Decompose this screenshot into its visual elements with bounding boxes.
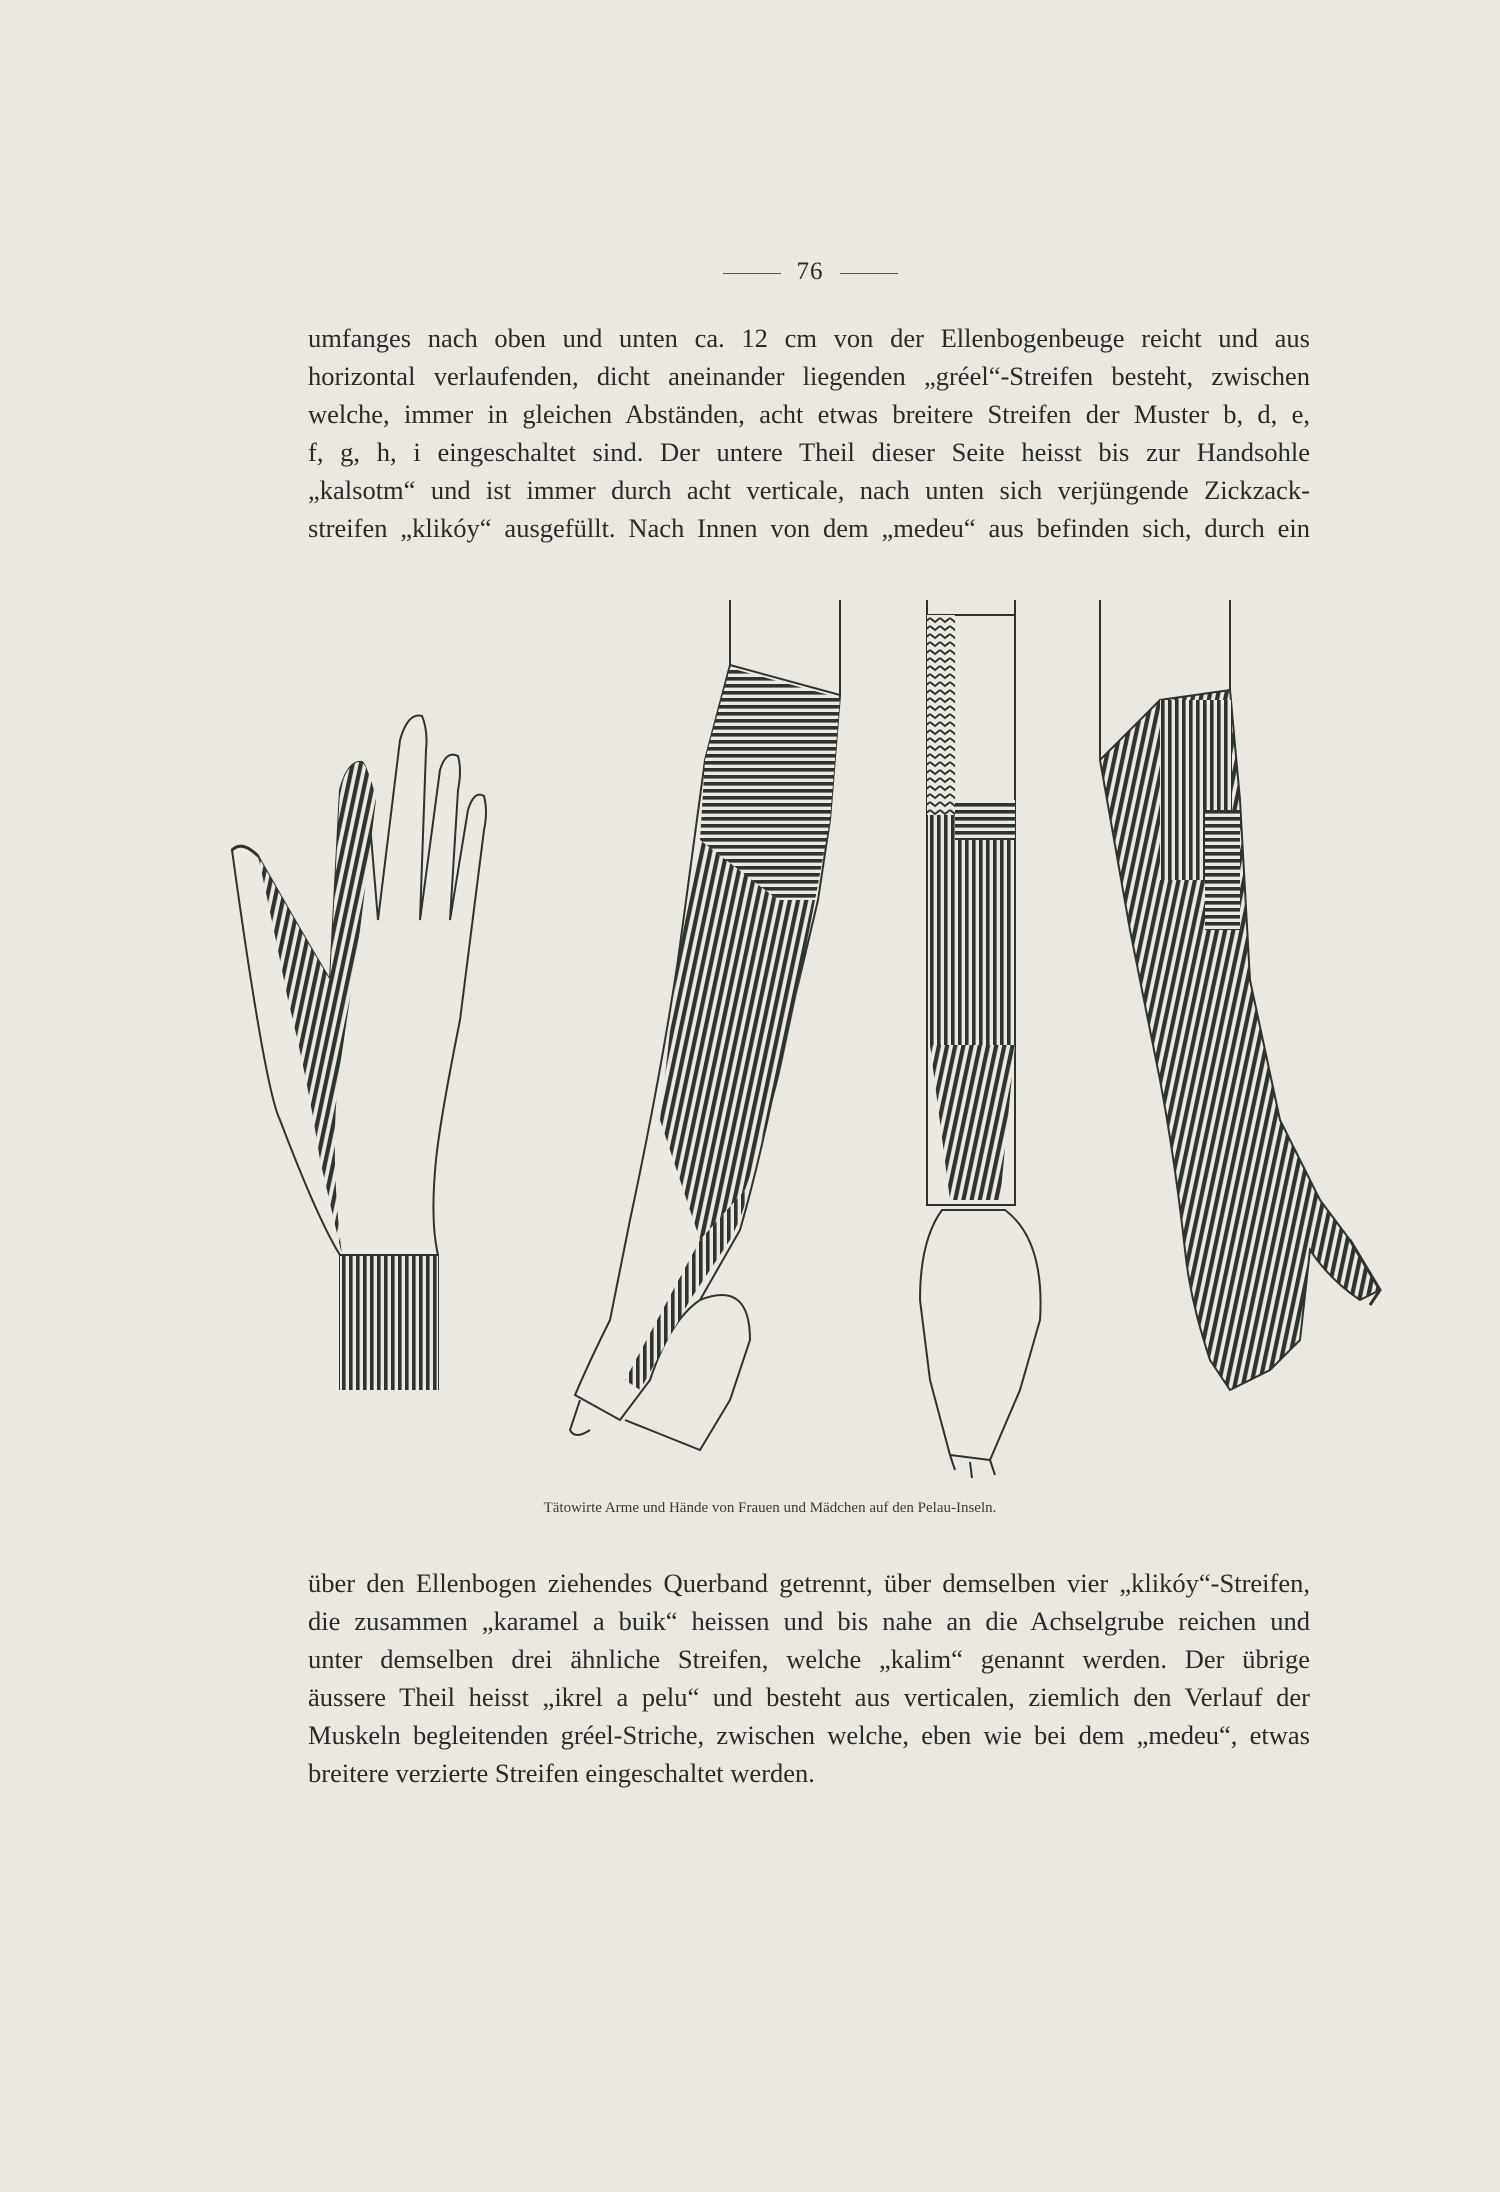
page-number-text: 76 <box>796 258 824 285</box>
text-line: über den Ellenbogen ziehendes Querband getrennt, über demselben vier „klikóy“-Streifen, <box>308 1568 1310 1598</box>
paragraph-top <box>308 319 1310 547</box>
paragraph-bottom <box>308 1564 1310 1792</box>
text-line: „kalsotm“ und ist immer durch acht verticale, nach unten sich verjüngende Zickzack- <box>308 475 1310 505</box>
tattooed-arms-illustration <box>230 600 1410 1500</box>
text-line: äussere Theil heisst „ikrel a pelu“ und besteht aus verticalen, ziemlich den Verlauf der <box>308 1682 1310 1712</box>
text-line: breitere verzierte Streifen eingeschaltet werden. <box>308 1758 815 1788</box>
text-line: die zusammen „karamel a buik“ heissen und bis nahe an die Achselgrube reichen und <box>308 1606 1310 1636</box>
hand-figure-1 <box>232 716 486 1391</box>
arm-figure-4 <box>1100 600 1380 1390</box>
text-line: horizontal verlaufenden, dicht aneinander liegenden „gréel“-Streifen besteht, zwischen <box>308 361 1310 391</box>
page-number-dash-right <box>840 273 898 274</box>
text-line: streifen „klikóy“ ausgefüllt. Nach Innen von dem „medeu“ aus befinden sich, durch ein <box>308 513 1310 543</box>
figure-caption: Tätowirte Arme und Hände von Frauen und Mädchen auf den Pelau-Inseln. <box>543 1500 997 1516</box>
page-number <box>700 258 920 286</box>
text-line: Muskeln begleitenden gréel-Striche, zwischen welche, eben wie bei dem „medeu“, etwas <box>308 1720 1310 1750</box>
text-line: unter demselben drei ähnliche Streifen, welche „kalim“ genannt werden. Der übrige <box>308 1644 1310 1674</box>
arm-figure-2 <box>570 600 840 1450</box>
text-line: f, g, h, i eingeschaltet sind. Der untere Theil dieser Seite heisst bis zur Handsohle <box>308 437 1310 467</box>
arm-figure-3 <box>920 600 1041 1478</box>
text-line: welche, immer in gleichen Abständen, acht etwas breitere Streifen der Muster b, d, e, <box>308 399 1310 429</box>
text-line: umfanges nach oben und unten ca. 12 cm von der Ellenbogenbeuge reicht und aus <box>308 323 1310 353</box>
page-number-dash-left <box>723 273 781 274</box>
